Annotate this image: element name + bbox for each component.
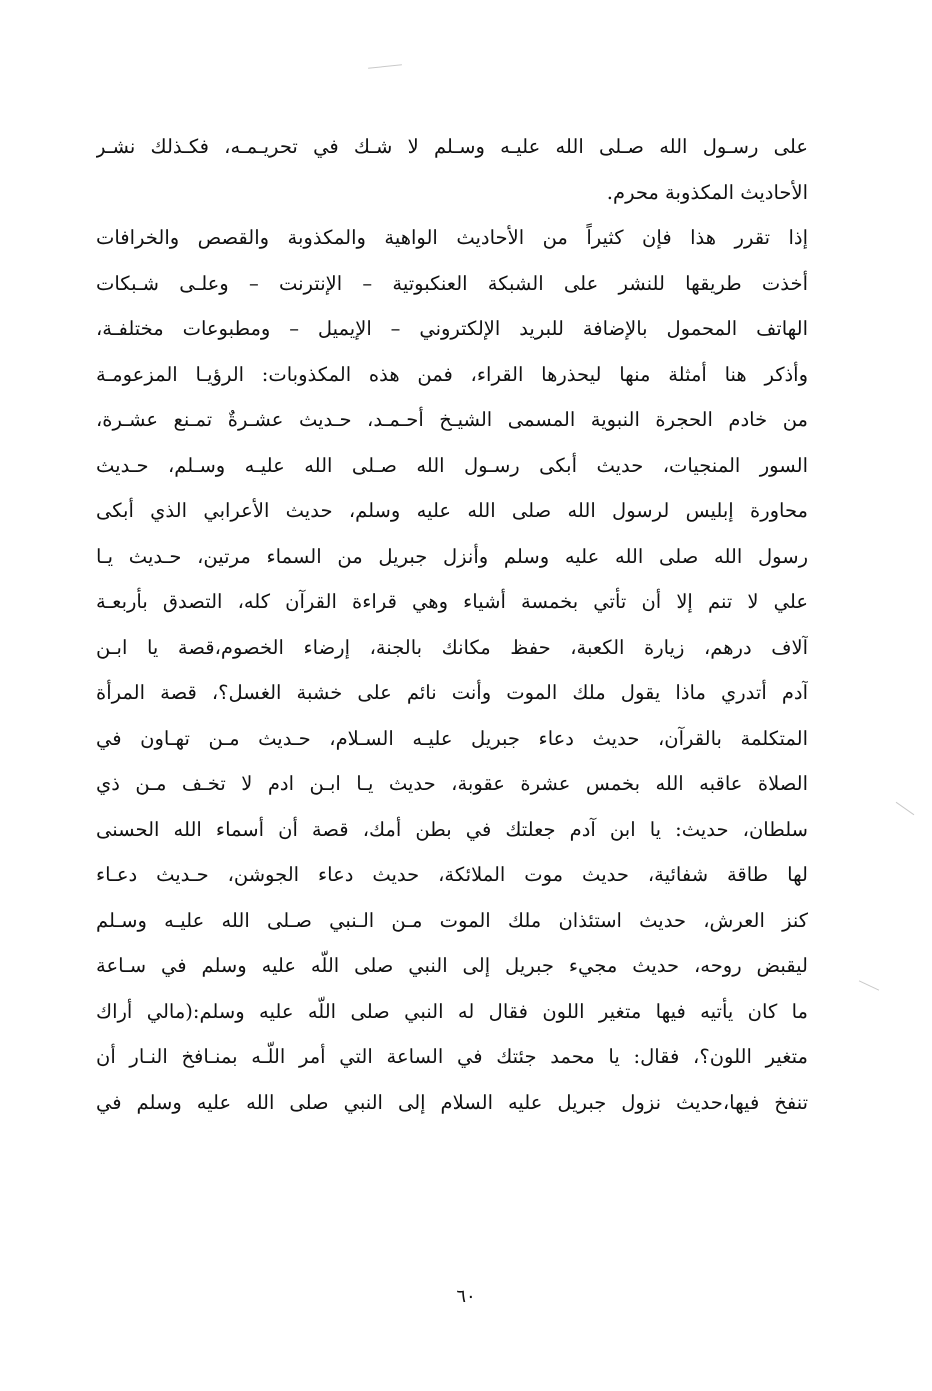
- text-line: الهاتف المحمول بالإضافة للبريد الإلكتروني – الإيميل – ومطبوعات مختلفـة،: [96, 317, 808, 340]
- text-line: ليقبض روحه، حديث مجيء جبريل إلى النبي صلى اللّه عليه وسلم في سـاعة: [96, 954, 808, 977]
- text-line: وأذكر هنا أمثلة منها ليحذرها القراء، فمن هذه المكذوبات: الرؤيـا المزعومـة: [96, 362, 808, 386]
- text-line: آدم أتدري ماذا يقول ملك الموت وأنت نائم على خشبة الغسل؟، قصة المرأة: [96, 681, 808, 704]
- text-line: ما كان يأتيه فيها متغير اللون فقال له النبي صلى اللّه عليه وسلم:(مالي أراك: [96, 999, 808, 1023]
- text-line: أخذت طريقها للنشر على الشبكة العنكبوتية – الإنترنت – وعلـى شـبكات: [96, 271, 808, 295]
- text-line: تنفخ فيها،حديث نزول جبريل عليه السلام إلى النبي صلى الله عليه وسلم في: [96, 1090, 808, 1114]
- text-line: محاورة إبليس لرسول الله صلى الله عليه وسلم، حديث الأعرابي الذي أبكى: [96, 499, 808, 522]
- scan-mark: [896, 802, 915, 815]
- text-line: الصلاة عاقبه الله بخمس عشرة عقوبة، حديث يـا ابـن ادم لا تخـف مـن ذي: [96, 772, 808, 795]
- text-line: كنز العرش، حديث استئذان ملك الموت مـن الـنبي صـلى الله عليـه وسـلم: [96, 908, 808, 932]
- text-line: على رسـول الله صـلى الله عليـه وسـلم لا شـك في تحريـمـه، فكـذلك نشـر: [96, 135, 808, 158]
- text-line: رسول الله صلى الله عليه وسلم وأنزل جبريل من السماء مرتين، حـديث يـا: [96, 544, 808, 568]
- body-text: [96, 124, 808, 1125]
- text-line: الأحاديث المكذوبة محرم.: [606, 180, 808, 204]
- text-line: من خادم الحجرة النبوية المسمى الشيـخ أحـمـد، حـديث عشـرةٌ تمـنع عشـرة،: [96, 408, 808, 431]
- text-line: آلاف درهم، زيارة الكعبة، حفظ مكانك بالجنة، إرضاء الخصوم،قصة يا ابـن: [96, 635, 808, 659]
- page-number: ٦٠: [456, 1286, 476, 1307]
- text-line: إذا تقرر هذا فإن كثيراً من الأحاديث الواهية والمكذوبة والقصص والخرافات: [96, 226, 808, 249]
- text-line: السور المنجيات، حديث أبكى رسـول الله صـلى الله عليـه وسـلم، حـديث: [96, 453, 808, 477]
- text-line: سلطان، حديث: يا ابن آدم جعلتك في بطن أمك، قصة أن أسماء الله الحسنى: [96, 817, 808, 841]
- scan-mark: [368, 64, 402, 69]
- scan-mark: [859, 980, 879, 990]
- text-line: علي لا تنم إلا أن تأتي بخمسة أشياء وهي قراءة القرآن كله، التصدق بأربعـة: [96, 590, 808, 613]
- text-line: المتكلمة بالقرآن، حديث دعاء جبريل عليـه السـلام، حـديث مـن تهـاون في: [96, 726, 808, 750]
- text-line: متغير اللون؟، فقال: يا محمد جئتك في الساعة التي أمر اللّـه بمنـافخ النـار أن: [96, 1045, 808, 1068]
- text-line: لها طاقة شفائية، حديث موت الملائكة، حديث دعاء الجوشن، حـديث دعـاء: [96, 863, 808, 886]
